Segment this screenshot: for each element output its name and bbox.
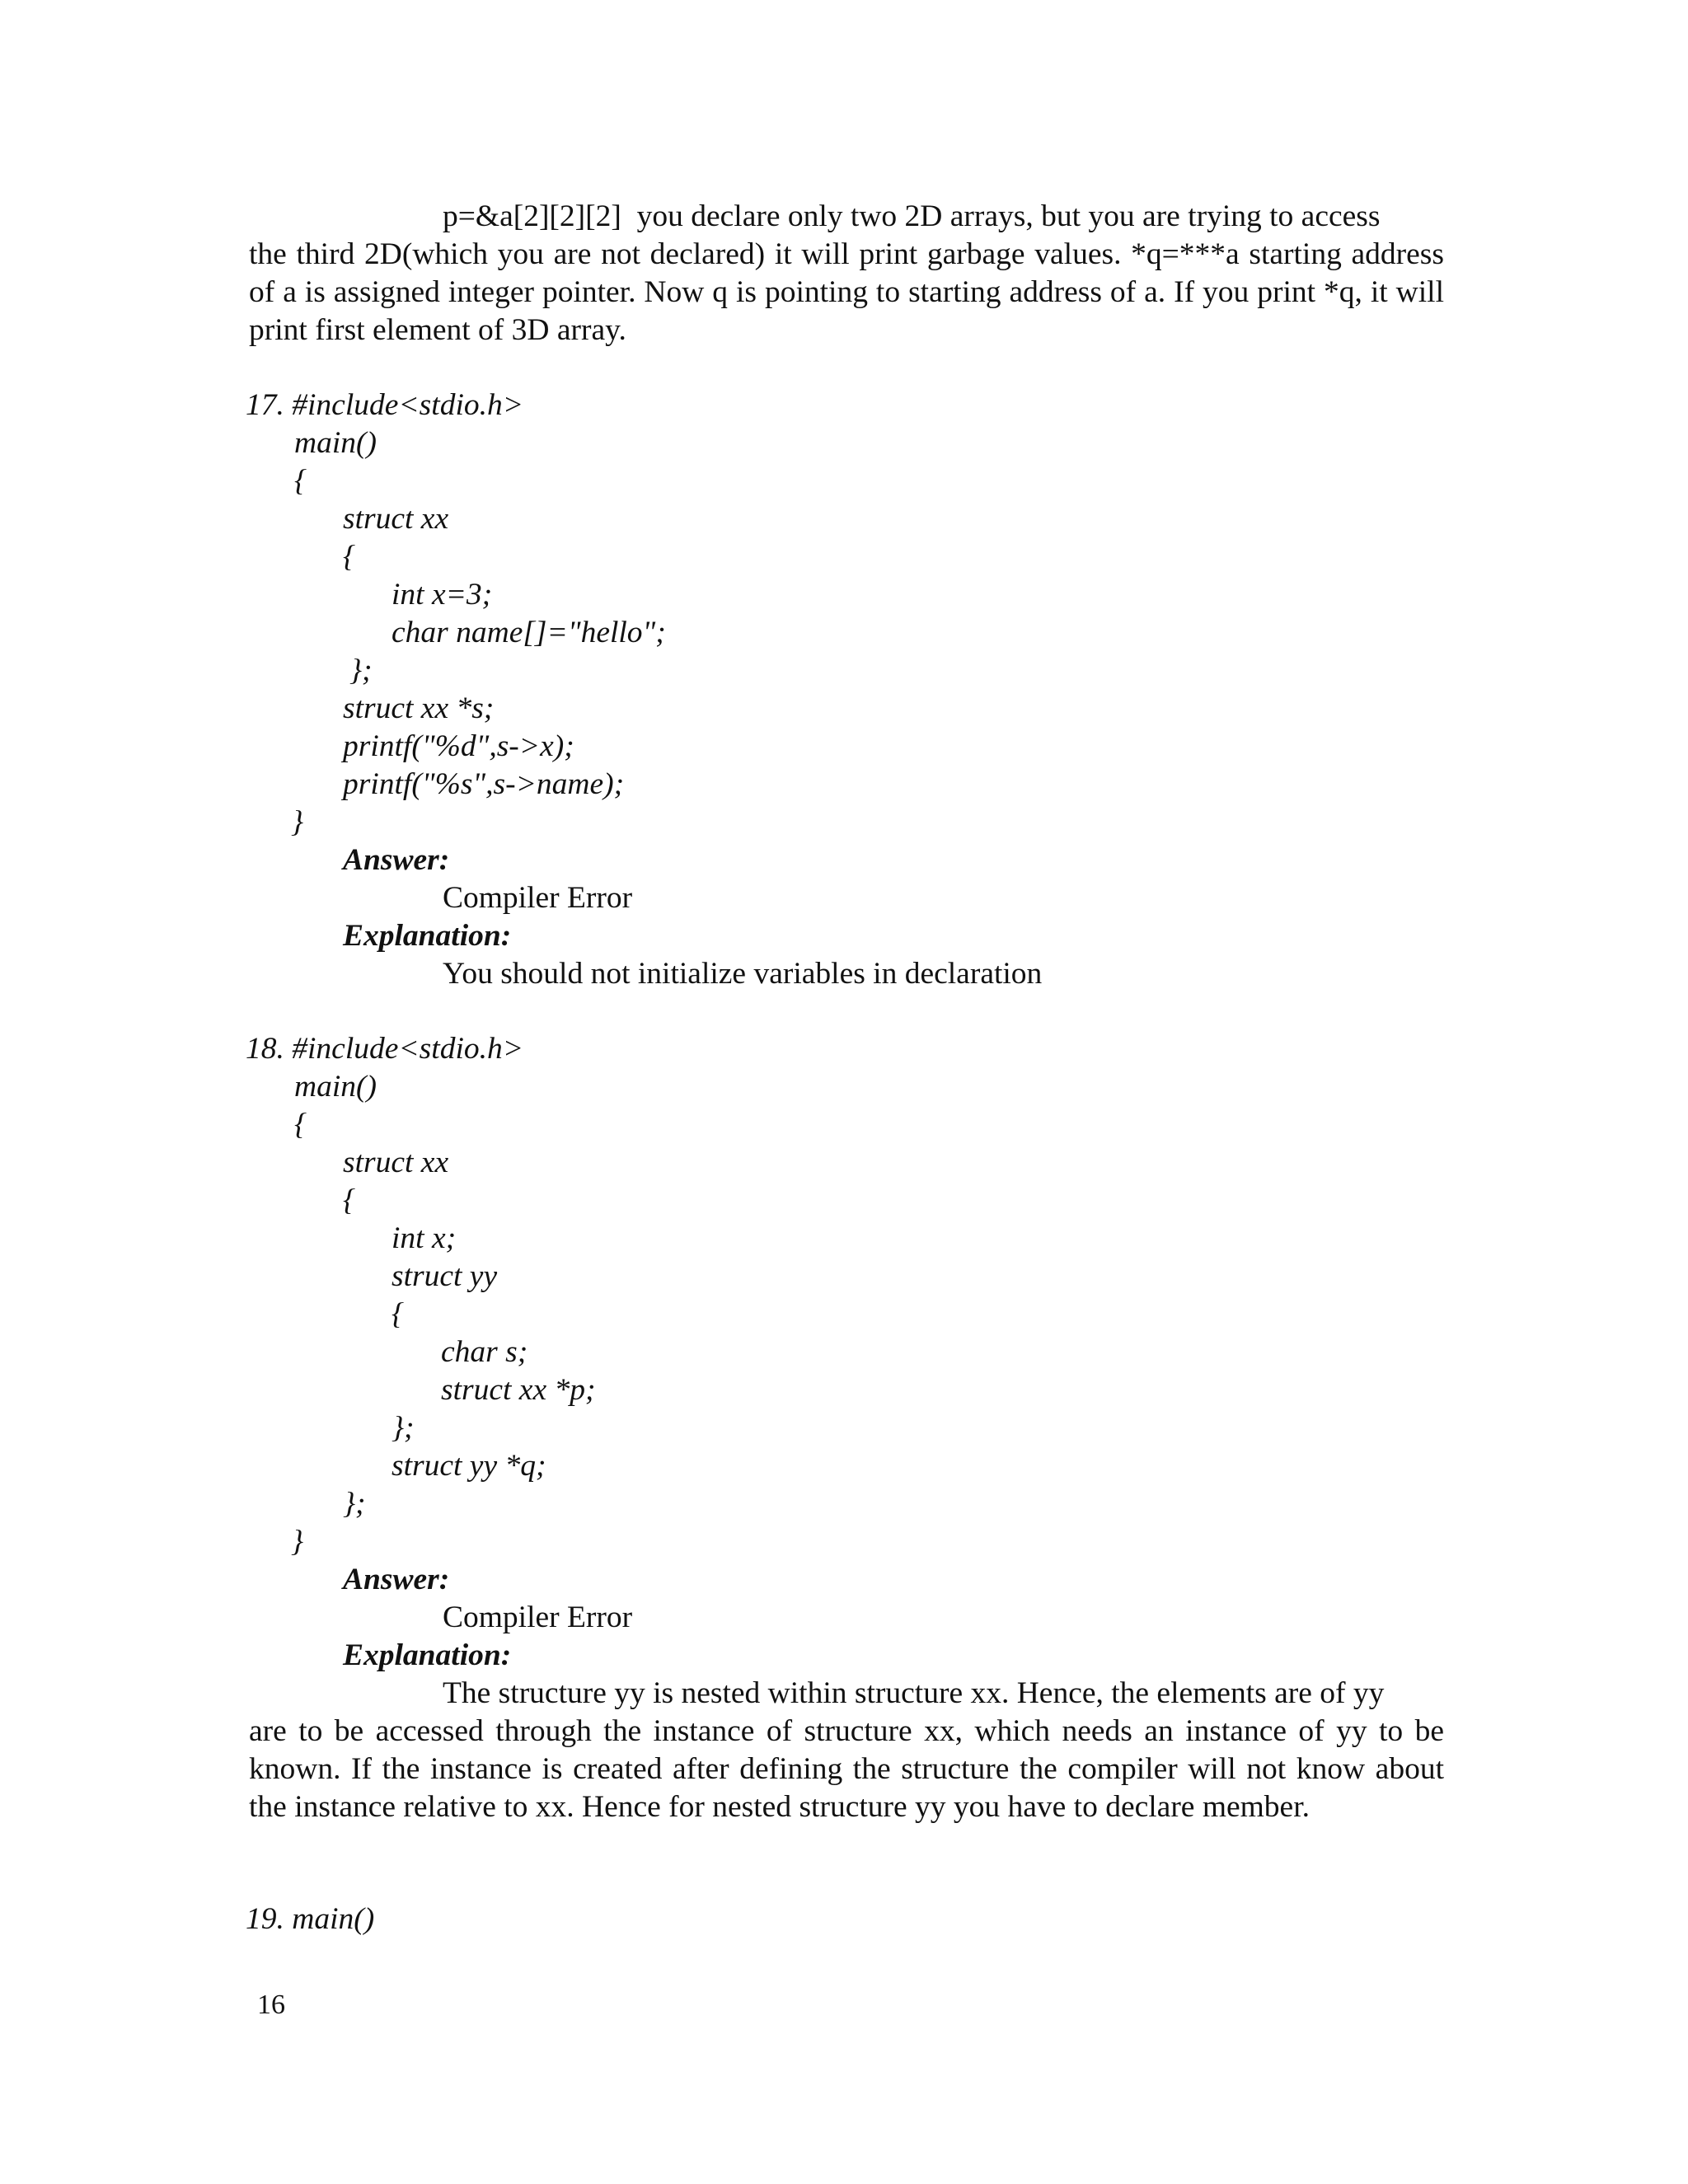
intro-paragraph: the third 2D(which you are not declared) it will print garbage values. *q=***a starting address of a is assigned integer pointer. Now q is pointing to starting address of a. If you print *q, it will print first element of 3D array. [249,237,1444,347]
code-line: char s; [441,1335,528,1369]
explanation-paragraph: are to be accessed through the instance of structure xx, which needs an instance of yy to be known. If the instance is created after defining the structure the compiler will not know about the instance relative to xx. Hence for nested structure yy you have to declare member. [249,1714,1444,1824]
code-line: printf("%d",s->x); [343,729,574,763]
answer-text: Compiler Error [443,1601,633,1634]
explanation-label: Explanation: [343,919,512,953]
code-line: 19. main() [246,1902,375,1936]
code-line: }; [343,1487,366,1521]
explanation-label: Explanation: [343,1638,512,1672]
answer-text: Compiler Error [443,881,633,915]
code-line: struct xx [343,502,449,536]
code-line: char name[]="hello"; [392,616,666,649]
code-line: { [343,1183,355,1217]
code-line: printf("%s",s->name); [343,767,625,801]
code-line: 18. #include<stdio.h> [246,1032,524,1066]
code-line: main() [294,1070,377,1104]
code-line: }; [392,1411,415,1445]
intro-first-line: p=&a[2][2][2] you declare only two 2D arrays, but you are trying to access [443,199,1381,233]
code-line: struct xx *p; [441,1373,596,1407]
code-line: struct xx [343,1146,449,1179]
code-line: int x; [392,1221,457,1255]
code-line: struct xx *s; [343,691,495,725]
explanation-text: You should not initialize variables in declaration [443,957,1043,991]
code-line: { [294,464,307,498]
code-line: }; [349,654,373,687]
code-line: } [291,805,303,839]
code-line: struct yy [392,1259,498,1293]
code-line: { [392,1297,404,1331]
code-line: 17. #include<stdio.h> [246,388,524,422]
code-line: int x=3; [392,578,493,612]
code-line: { [294,1108,307,1141]
answer-label: Answer: [343,843,450,877]
code-line: { [343,540,355,574]
code-line: main() [294,426,377,460]
page-number: 16 [257,1990,285,2020]
answer-label: Answer: [343,1563,450,1596]
explanation-first-line: The structure yy is nested within structure xx. Hence, the elements are of yy [443,1676,1385,1710]
code-line: } [291,1525,303,1558]
code-line: struct yy *q; [392,1449,546,1483]
